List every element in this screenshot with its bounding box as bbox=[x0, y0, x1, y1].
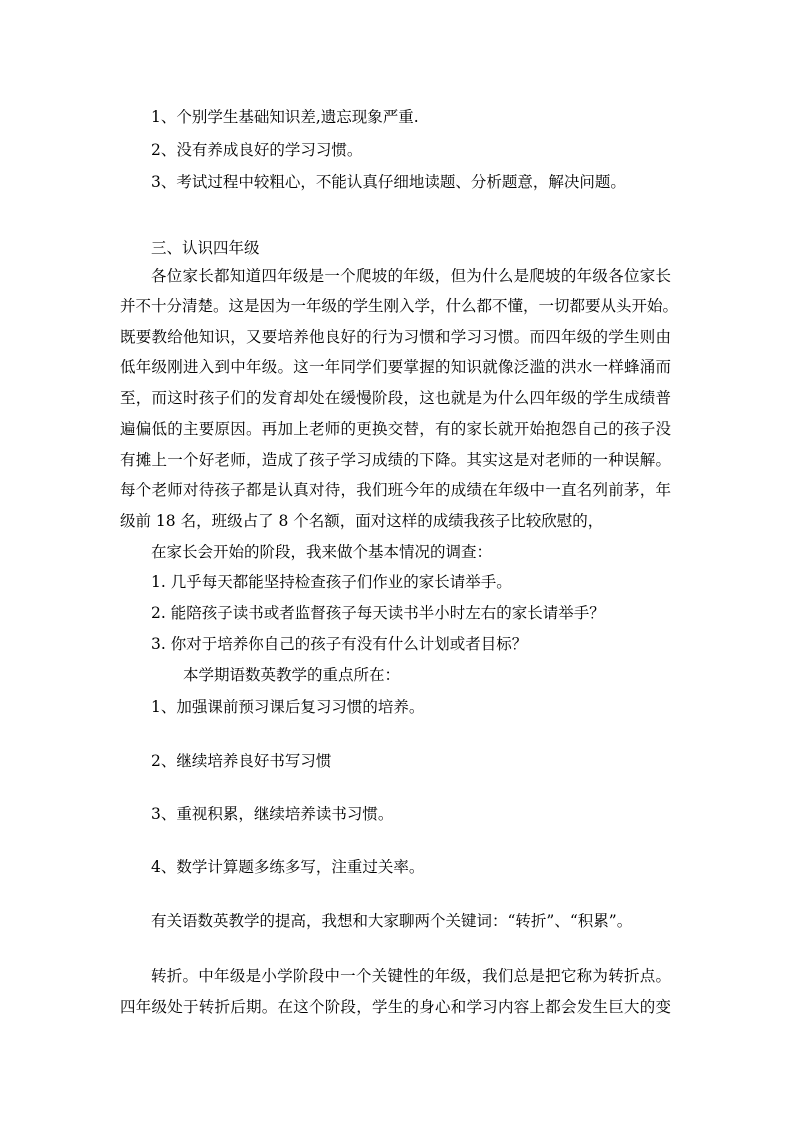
difficulty-item-2: 2、没有养成良好的学习习惯。 bbox=[151, 141, 363, 159]
paragraph-line: 每个老师对待孩子都是认真对待，我们班今年的成绩在年级中一直名列前茅，年 bbox=[120, 481, 671, 499]
focus-item-1: 1、加强课前预习课后复习习惯的培养。 bbox=[151, 698, 425, 716]
survey-intro: 在家长会开始的阶段，我来做个基本情况的调查： bbox=[151, 543, 493, 561]
paragraph-line: 既要教给他知识，又要培养他良好的行为习惯和学习习惯。而四年级的学生则由 bbox=[120, 328, 671, 346]
paragraph-line: 有摊上一个好老师，造成了孩子学习成绩的下降。其实这是对老师的一种误解。 bbox=[120, 451, 671, 469]
difficulty-item-3: 3、考试过程中较粗心，不能认真仔细地读题、分析题意，解决问题。 bbox=[151, 173, 626, 191]
survey-question-3: 3. 你对于培养你自己的孩子有没有什么计划或者目标？ bbox=[151, 635, 528, 653]
survey-question-1: 1. 几乎每天都能坚持检查孩子们作业的家长请举手。 bbox=[151, 573, 512, 591]
paragraph-line: 遍偏低的主要原因。再加上老师的更换交替，有的家长就开始抱怨自己的孩子没 bbox=[120, 420, 671, 438]
paragraph-line: 并不十分清楚。这是因为一年级的学生刚入学，什么都不懂，一切都要从头开始。 bbox=[120, 297, 679, 315]
paragraph-line: 四年级处于转折后期。在这个阶段，学生的身心和学习内容上都会发生巨大的变 bbox=[120, 998, 671, 1016]
focus-item-2: 2、继续培养良好书写习惯 bbox=[151, 752, 332, 770]
paragraph-line: 各位家长都知道四年级是一个爬坡的年级，但为什么是爬坡的年级各位家长 bbox=[151, 267, 671, 285]
difficulty-item-1: 1、个别学生基础知识差,遗忘现象严重. bbox=[151, 108, 419, 126]
keywords-line: 有关语数英教学的提高，我想和大家聊两个关键词：“转折”、“积累”。 bbox=[151, 912, 633, 930]
focus-item-4: 4、数学计算题多练多写，注重过关率。 bbox=[151, 858, 425, 876]
section-heading: 三、认识四年级 bbox=[151, 239, 260, 257]
paragraph-line: 至，而这时孩子们的发育却处在缓慢阶段，这也就是为什么四年级的学生成绩普 bbox=[120, 389, 671, 407]
paragraph-line: 级前 18 名，班级占了 8 个名额，面对这样的成绩我孩子比较欣慰的， bbox=[120, 512, 604, 530]
paragraph-line: 低年级刚进入到中年级。这一年同学们要掌握的知识就像泛滥的洪水一样蜂涌而 bbox=[120, 358, 671, 376]
survey-question-2: 2. 能陪孩子读书或者监督孩子每天读书半小时左右的家长请举手？ bbox=[151, 604, 605, 622]
paragraph-line: 转折。中年级是小学阶段中一个关键性的年级，我们总是把它称为转折点。 bbox=[151, 967, 671, 985]
focus-heading: 本学期语数英教学的重点所在： bbox=[183, 666, 401, 684]
focus-item-3: 3、重视积累，继续培养读书习惯。 bbox=[151, 805, 394, 823]
